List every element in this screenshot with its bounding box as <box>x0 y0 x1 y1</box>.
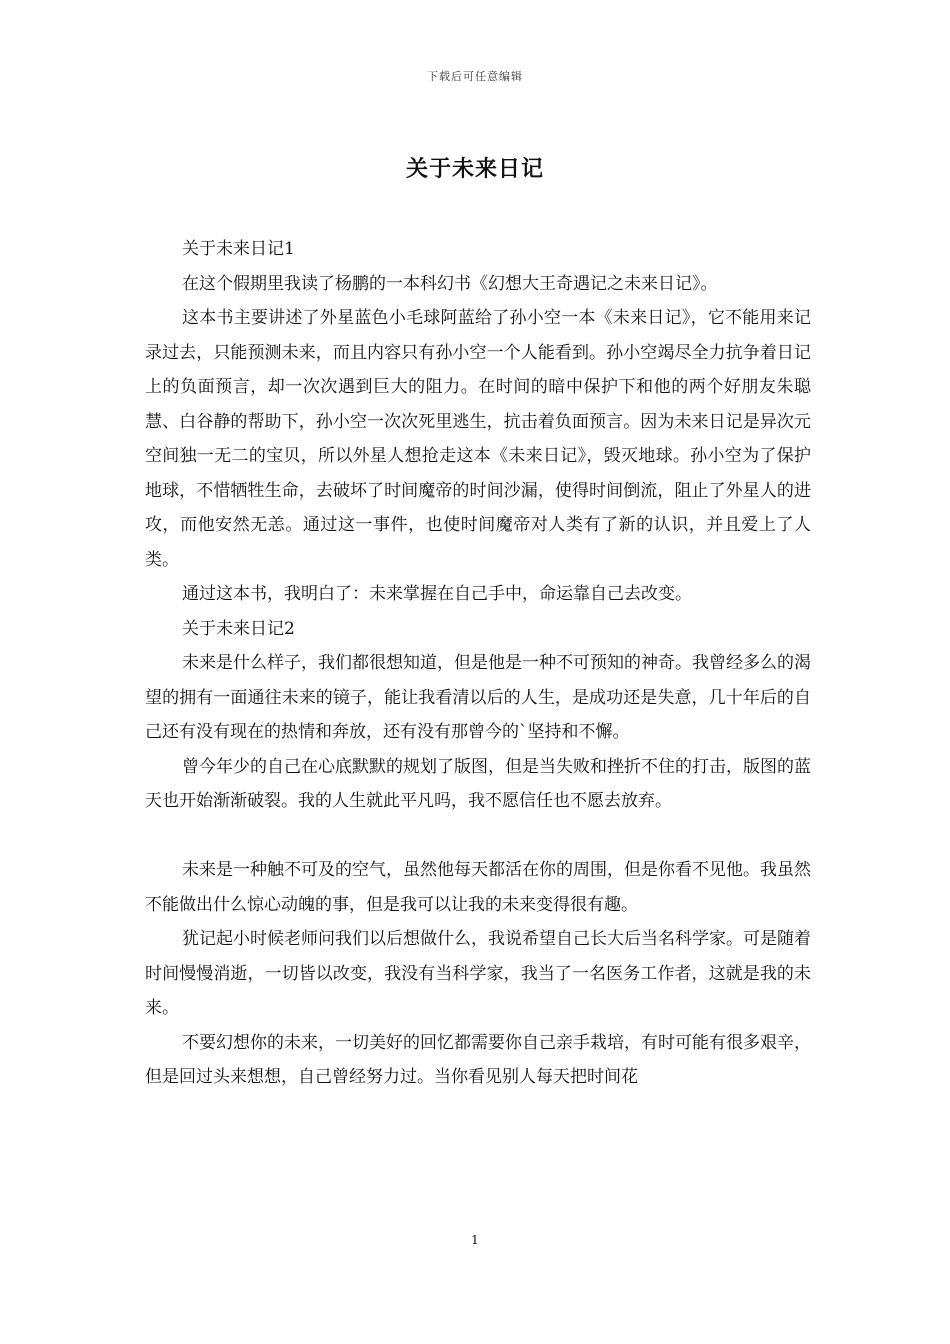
paragraph: 未来是一种触不可及的空气，虽然他每天都活在你的周围，但是你看不见他。我虽然不能做出什么惊心动魄的事，但是我可以让我的未来变得很有趣。 <box>145 860 811 915</box>
paragraph: 在这个假期里我读了杨鹏的一本科幻书《幻想大王奇遇记之未来日记》。 <box>182 273 718 294</box>
paragraph: 不要幻想你的未来，一切美好的回忆都需要你自己亲手栽培，有时可能有很多艰辛，但是回过头来想想，自己曾经努力过。当你看见别人每天把时间花 <box>145 1032 811 1087</box>
paragraph: 曾今年少的自己在心底默默的规划了版图，但是当失败和挫折不住的打击，版图的蓝天也开始渐渐破裂。我的人生就此平凡吗，我不愿信任也不愿去放弃。 <box>145 756 811 811</box>
document-body <box>145 232 811 1095</box>
section-heading-2: 关于未来日记2 <box>182 618 295 639</box>
header-note: 下载后可任意编辑 <box>427 70 523 83</box>
section-heading-1: 关于未来日记1 <box>182 239 295 259</box>
paragraph: 未来是什么样子，我们都很想知道，但是他是一种不可预知的神奇。我曾经多么的渴望的拥有一面通往未来的镜子，能让我看清以后的人生，是成功还是失意，几十年后的自己还有没有现在的热情和奔放，还有没有那曾今的`坚持和不懈。 <box>145 653 811 742</box>
page-number: 1 <box>471 1233 479 1247</box>
paragraph: 这本书主要讲述了外星蓝色小毛球阿蓝给了孙小空一本《未来日记》，它不能用来记录过去，只能预测未来，而且内容只有孙小空一个人能看到。孙小空竭尽全力抗争着日记上的负面预言，却一次次遇到巨大的阻力。在时间的暗中保护下和他的两个好朋友朱聪慧、白谷静的帮助下，孙小空一次次死里逃生，抗击着负面预言。因为未来日记是异次元空间独一无二的宝贝，所以外星人想抢走这本《未来日记》，毁灭地球。孙小空为了保护地球，不惜牺牲生命，去破坏了时间魔帝的时间沙漏，使得时间倒流，阻止了外星人的进攻，而他安然无恙。通过这一事件，也使时间魔帝对人类有了新的认识，并且爱上了人类。 <box>145 308 811 570</box>
paragraph: 犹记起小时候老师问我们以后想做什么，我说希望自己长大后当名科学家。可是随着时间慢慢消逝，一切皆以改变，我没有当科学家，我当了一名医务工作者，这就是我的未来。 <box>145 929 811 1018</box>
document-title: 关于未来日记 <box>405 157 544 182</box>
paragraph: 通过这本书，我明白了：未来掌握在自己手中，命运靠自己去改变。 <box>182 584 692 604</box>
